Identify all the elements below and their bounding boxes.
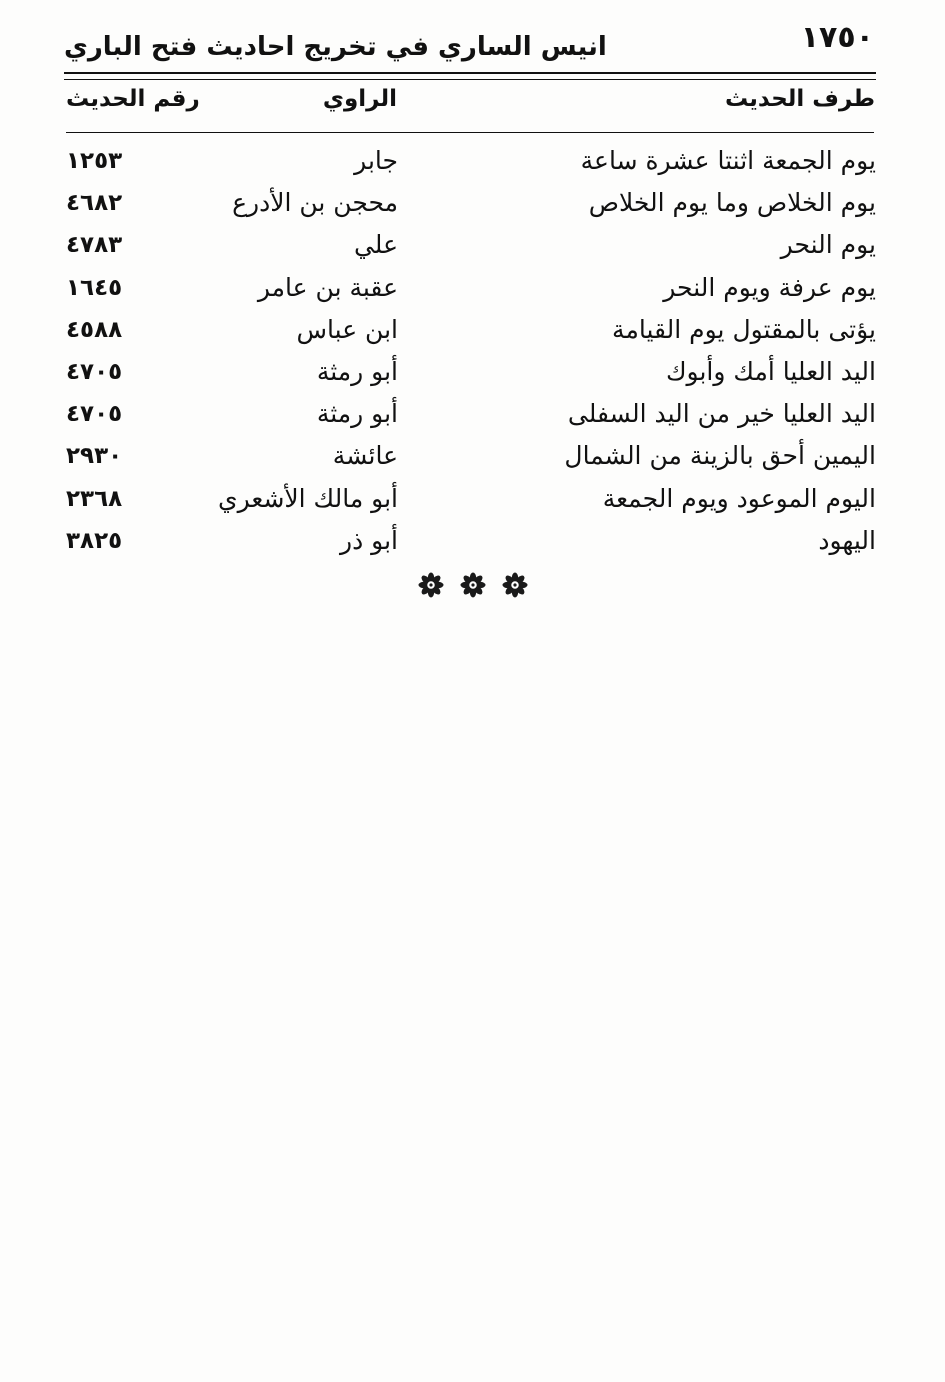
floral-star-ornament-icon bbox=[460, 572, 486, 602]
hadith-tip-cell: اليهود bbox=[818, 525, 876, 555]
table-row bbox=[64, 140, 876, 182]
table-row bbox=[64, 309, 876, 351]
hadith-tip-cell: يؤتى بالمقتول يوم القيامة bbox=[612, 314, 876, 344]
narrator-cell: عائشة bbox=[332, 441, 398, 471]
table-row bbox=[64, 224, 876, 266]
hadith-number-cell: ١٦٤٥ bbox=[66, 274, 123, 301]
page-number: ١٧٥٠ bbox=[800, 20, 874, 55]
table-row bbox=[64, 267, 876, 309]
narrator-cell: عقبة بن عامر bbox=[257, 272, 398, 302]
narrator-cell: أبو مالك الأشعري bbox=[218, 483, 398, 513]
hadith-number-cell: ١٢٥٣ bbox=[66, 148, 123, 174]
table-row bbox=[64, 520, 876, 562]
narrator-cell: أبو رمثة bbox=[316, 356, 398, 386]
hadith-tip-cell: اليوم الموعود ويوم الجمعة bbox=[602, 483, 876, 513]
narrator-cell: ابن عباس bbox=[296, 314, 398, 344]
index-table bbox=[64, 140, 876, 562]
floral-star-ornament-icon bbox=[418, 572, 444, 602]
column-header-hadith-tip: طرف الحديث bbox=[724, 86, 875, 112]
table-row bbox=[64, 478, 876, 520]
hadith-number-cell: ٣٨٢٥ bbox=[66, 527, 123, 554]
column-header-rule bbox=[66, 132, 874, 133]
narrator-cell: جابر bbox=[354, 146, 398, 175]
narrator-cell: أبو ذر bbox=[340, 525, 398, 555]
header-rule-thick bbox=[64, 72, 876, 74]
header-rule-thin bbox=[64, 79, 876, 80]
hadith-tip-cell: اليمين أحق بالزينة من الشمال bbox=[564, 441, 876, 471]
narrator-cell: علي bbox=[353, 230, 398, 260]
hadith-tip-cell: يوم الجمعة اثنتا عشرة ساعة bbox=[580, 146, 876, 175]
hadith-number-cell: ٤٥٨٨ bbox=[66, 316, 123, 343]
floral-star-ornament-icon bbox=[502, 572, 528, 602]
hadith-number-cell: ٤٦٨٢ bbox=[66, 190, 123, 217]
hadith-tip-cell: اليد العليا خير من اليد السفلى bbox=[567, 399, 876, 429]
book-title: انيس الساري في تخريج احاديث فتح الباري bbox=[64, 32, 607, 62]
hadith-number-cell: ٢٩٣٠ bbox=[66, 443, 123, 470]
narrator-cell: أبو رمثة bbox=[316, 399, 398, 429]
hadith-number-cell: ٤٧٠٥ bbox=[66, 358, 123, 385]
table-row bbox=[64, 182, 876, 224]
running-header bbox=[64, 18, 874, 70]
section-end-ornaments bbox=[0, 572, 945, 602]
hadith-tip-cell: يوم عرفة ويوم النحر bbox=[663, 272, 876, 302]
hadith-tip-cell: يوم النحر bbox=[780, 230, 876, 260]
table-row bbox=[64, 351, 876, 393]
hadith-tip-cell: يوم الخلاص وما يوم الخلاص bbox=[588, 188, 876, 218]
narrator-cell: محجن بن الأدرع bbox=[232, 188, 398, 218]
hadith-number-cell: ٢٣٦٨ bbox=[66, 485, 123, 512]
hadith-number-cell: ٤٧٠٥ bbox=[66, 401, 123, 428]
column-header-hadith-number: رقم الحديث bbox=[66, 86, 200, 112]
column-header-narrator: الراوي bbox=[322, 86, 397, 112]
table-row bbox=[64, 435, 876, 477]
hadith-tip-cell: اليد العليا أمك وأبوك bbox=[665, 356, 876, 386]
table-row bbox=[64, 393, 876, 435]
hadith-number-cell: ٤٧٨٣ bbox=[66, 232, 123, 259]
